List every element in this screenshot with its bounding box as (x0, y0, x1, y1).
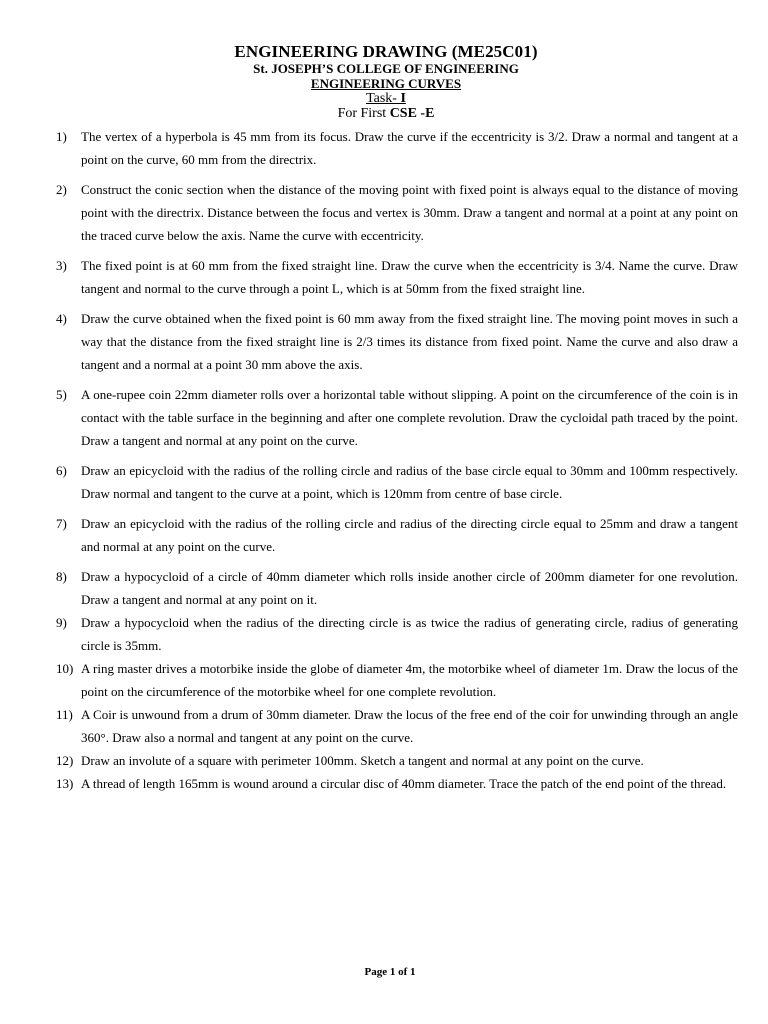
question-number: 8) (56, 569, 67, 584)
question-text: Draw an epicycloid with the radius of the rolling circle and radius of the base circle equal to 30mm and 100mm respectively. Draw normal and tangent to the curve at a point, which is 120mm from centre of base circle. (81, 463, 738, 501)
college-name: St. JOSEPH’S COLLEGE OF ENGINEERING (253, 61, 519, 76)
task-number: I (400, 91, 406, 106)
question-number: 4) (56, 311, 67, 326)
question-number: 11) (56, 707, 73, 722)
question-item (56, 512, 738, 558)
question-text: A ring master drives a motorbike inside the globe of diameter 4m, the motorbike wheel of diameter 1m. Draw the locus of the point on the circumference of the motorbike wheel for one complete revolution. (81, 661, 738, 699)
question-text: Draw the curve obtained when the fixed point is 60 mm away from the fixed straight line. The moving point moves in such a way that the distance from the fixed straight line is 2/3 times its distance from fixed point. Name the curve and also draw a tangent and a normal at a point 30 mm above the axis. (81, 311, 738, 372)
question-text: Draw an epicycloid with the radius of the rolling circle and radius of the directing circle equal to 25mm and draw a tangent and normal at any point on the curve. (81, 516, 738, 554)
question-item (56, 254, 738, 300)
question-item (56, 703, 738, 749)
question-text: The vertex of a hyperbola is 45 mm from its focus. Draw the curve if the eccentricity is 3/2. Draw a normal and tangent at a point on the curve, 60 mm from the directrix. (81, 129, 738, 167)
question-item (56, 459, 738, 505)
question-text: Draw a hypocycloid of a circle of 40mm diameter which rolls inside another circle of 200mm diameter for one revolution. Draw a tangent and normal at any point on it. (81, 569, 738, 607)
question-text: Draw an involute of a square with perimeter 100mm. Sketch a tangent and normal at any point on the curve. (81, 753, 644, 768)
class-line (0, 106, 768, 121)
question-item (56, 178, 738, 247)
question-number: 3) (56, 258, 67, 273)
question-item (56, 772, 738, 795)
question-text: Draw a hypocycloid when the radius of the directing circle is as twice the radius of generating circle, radius of generating circle is 35mm. (81, 615, 738, 653)
question-number: 1) (56, 129, 67, 144)
task-label (0, 91, 768, 106)
question-number: 9) (56, 615, 67, 630)
question-number: 10) (56, 661, 74, 676)
question-number: 2) (56, 182, 67, 197)
question-text: A thread of length 165mm is wound around a circular disc of 40mm diameter. Trace the patch of the end point of the thread. (81, 776, 727, 791)
task-prefix: Task- (366, 91, 401, 106)
page-number: Page 1 of 1 (364, 966, 416, 978)
class-name: CSE -E (389, 106, 435, 121)
question-item (56, 307, 738, 376)
question-item (56, 657, 738, 703)
document-header (0, 42, 768, 121)
class-prefix: For First (337, 106, 390, 121)
question-number: 6) (56, 463, 67, 478)
course-title: ENGINEERING DRAWING (ME25C01) (234, 42, 538, 61)
question-item (56, 749, 738, 772)
question-number: 7) (56, 516, 67, 531)
question-item (56, 565, 738, 611)
question-item (56, 611, 738, 657)
question-text: A Coir is unwound from a drum of 30mm diameter. Draw the locus of the free end of the coir for unwinding through an angle 360°. Draw also a normal and tangent at any point on the curve. (81, 707, 738, 745)
question-text: The fixed point is at 60 mm from the fixed straight line. Draw the curve when the eccentricity is 3/4. Name the curve. Draw tangent and normal to the curve through a point L, which is at 50mm from the fixed straight line. (81, 258, 738, 296)
question-number: 13) (56, 776, 74, 791)
subject-heading: ENGINEERING CURVES (310, 76, 462, 91)
question-number: 12) (56, 753, 74, 768)
question-item (56, 383, 738, 452)
question-text: A one-rupee coin 22mm diameter rolls over a horizontal table without slipping. A point on the circumference of the coin is in contact with the table surface in the beginning and after one complete revolution. Draw the cycloidal path traced by the point. Draw a tangent and normal at any point on the curve. (81, 387, 738, 448)
question-list (56, 125, 738, 795)
question-text: Construct the conic section when the distance of the moving point with fixed point is always equal to the distance of moving point with the directrix. Distance between the focus and vertex is 30mm. Draw a tangent and normal at a point at any point on the traced curve below the axis. Name the curve with eccentricity. (81, 182, 738, 243)
question-number: 5) (56, 387, 67, 402)
question-item (56, 125, 738, 171)
